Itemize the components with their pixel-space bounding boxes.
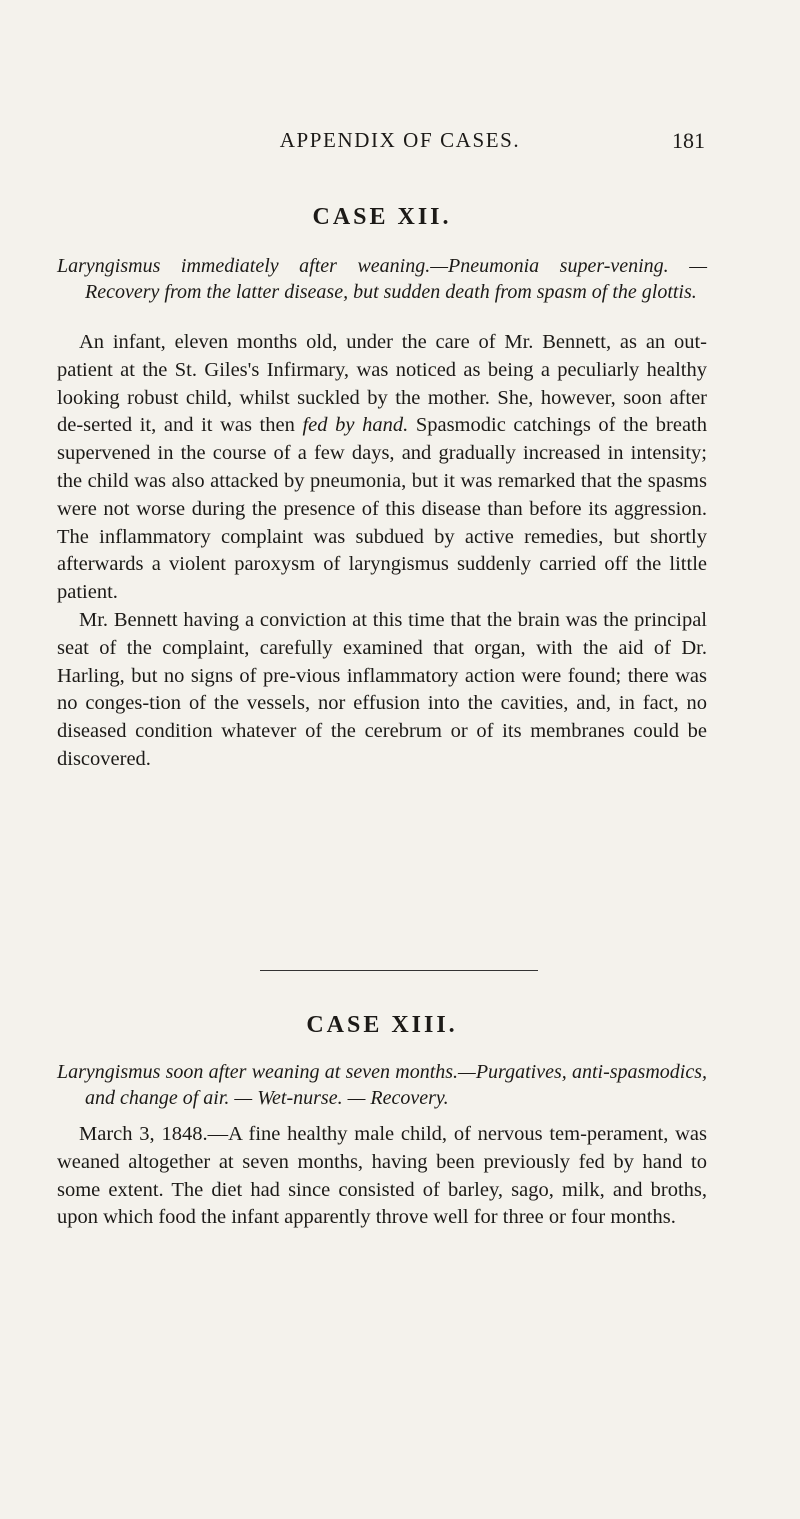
running-title: APPENDIX OF CASES.: [279, 128, 521, 152]
case-12-p1-text-a: An infant, eleven months old, under the care of Mr. Bennett, as an out-patient at the St. Giles's Infirmary, was noticed as being a peculiarly healthy looking robust child, whilst suckled by the mother. She, however, soon after de-serted it, and it was then: [57, 331, 707, 437]
running-head: [0, 128, 800, 158]
case-13-section: [57, 1012, 707, 1232]
case-12-heading: CASE XII.: [312, 204, 452, 230]
case-12-p1-italic: fed by hand.: [302, 414, 409, 437]
case-12-section: [57, 204, 707, 774]
case-12-p1-text-b: Spasmodic catchings of the breath supervened in the course of a few days, and gradually increased in intensity; the child was also attacked by pneumonia, but it was remarked that the spasms were not worse during the presence of this disease than before its aggression. The inflammatory complaint was subdued by active remedies, but shortly afterwards a violent paroxysm of laryngismus suddenly carried off the little patient.: [57, 414, 707, 604]
case-12-paragraph-1: [57, 329, 707, 607]
section-divider: [260, 970, 538, 971]
case-12-paragraph-2: Mr. Bennett having a conviction at this time that the brain was the principal seat of the complaint, carefully examined that organ, with the aid of Dr. Harling, but no signs of pre-vious inflammatory action were found; there was no conges-tion of the vessels, nor effusion into the cavities, and, in fact, no diseased condition whatever of the cerebrum or of its membranes could be discovered.: [57, 608, 707, 770]
case-13-summary: Laryngismus soon after weaning at seven months.—Purgatives, anti-spasmodics, and change of air. — Wet-nurse. — Recovery.: [57, 1061, 707, 1109]
page-number: 181: [672, 128, 705, 153]
case-12-summary: Laryngismus immediately after weaning.—Pneumonia super-vening. — Recovery from the latter disease, but sudden death from spasm of the glottis.: [57, 255, 707, 303]
case-13-heading: CASE XIII.: [306, 1012, 458, 1038]
case-13-paragraph-1: March 3, 1848.—A fine healthy male child, of nervous tem-perament, was weaned altogether at seven months, having been previously fed by hand to some extent. The diet had since consisted of barley, sago, milk, and broths, upon which food the infant apparently throve well for three or four months.: [57, 1123, 707, 1229]
